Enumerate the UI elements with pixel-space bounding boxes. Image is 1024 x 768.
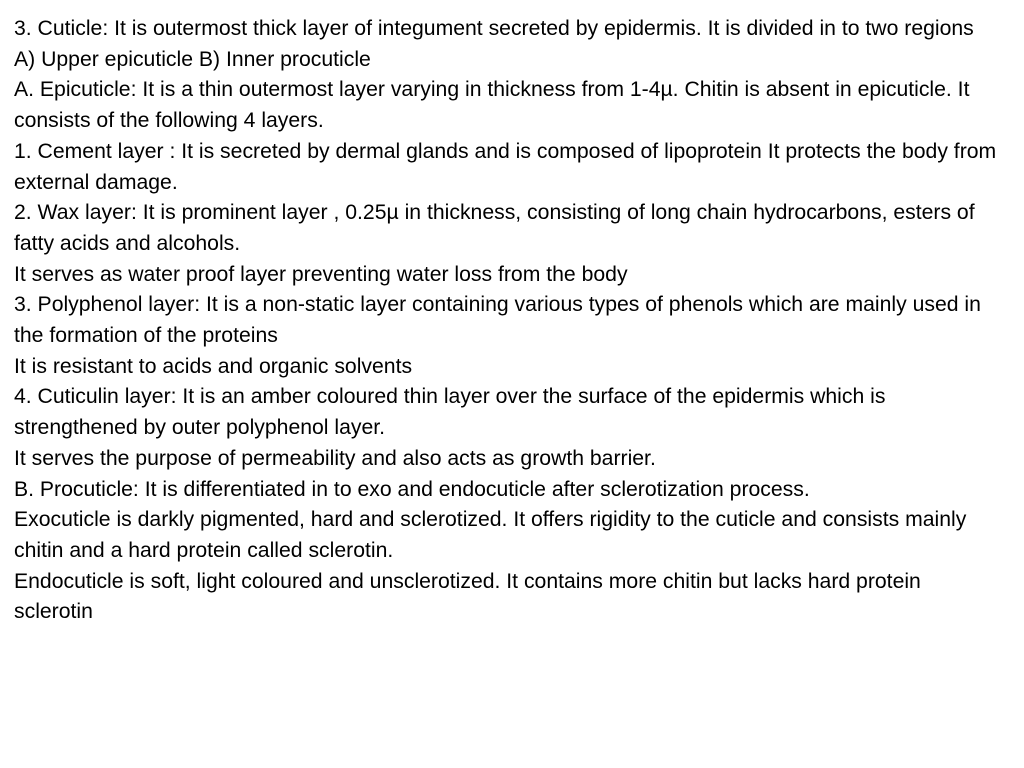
paragraph-wax-function: It serves as water proof layer preventing water loss from the body [14,262,628,286]
paragraph-cuticulin-layer: 4. Cuticulin layer: It is an amber coloured thin layer over the surface of the epidermis which is strengthened by outer polyphenol layer. [14,385,886,440]
paragraph-wax-layer: 2. Wax layer: It is prominent layer , 0.25µ in thickness, consisting of long chain hydrocarbons, esters of fatty acids and alcohols. [14,201,975,255]
paragraph-cement-layer: 1. Cement layer : It is secreted by dermal glands and is composed of lipoprotein It protects the body from external damage. [14,139,997,194]
paragraph-procuticle: B. Procuticle: It is differentiated in to exo and endocuticle after sclerotization process. [14,477,810,501]
paragraph-exocuticle: Exocuticle is darkly pigmented, hard and sclerotized. It offers rigidity to the cuticle and consists mainly chitin and a hard protein called sclerotin. [14,508,967,562]
paragraph-cuticulin-function: It serves the purpose of permeability and also acts as growth barrier. [14,446,656,470]
paragraph-polyphenol-resistance: It is resistant to acids and organic solvents [14,354,413,378]
paragraph-cuticle: 3. Cuticle: It is outermost thick layer of integument secreted by epidermis. It is divided in to two regions [14,17,974,40]
paragraph-polyphenol-layer: 3. Polyphenol layer: It is a non-static layer containing various types of phenols which are mainly used in the formation of the proteins [14,293,981,348]
paragraph-epicuticle: A. Epicuticle: It is a thin outermost layer varying in thickness from 1-4µ. Chitin is absent in epicuticle. It consists of the following 4 layers. [14,78,970,133]
paragraph-endocuticle: Endocuticle is soft, light coloured and unsclerotized. It contains more chitin but lacks hard protein sclerotin [14,569,921,624]
paragraph-regions: A) Upper epicuticle B) Inner procuticle [14,47,371,71]
